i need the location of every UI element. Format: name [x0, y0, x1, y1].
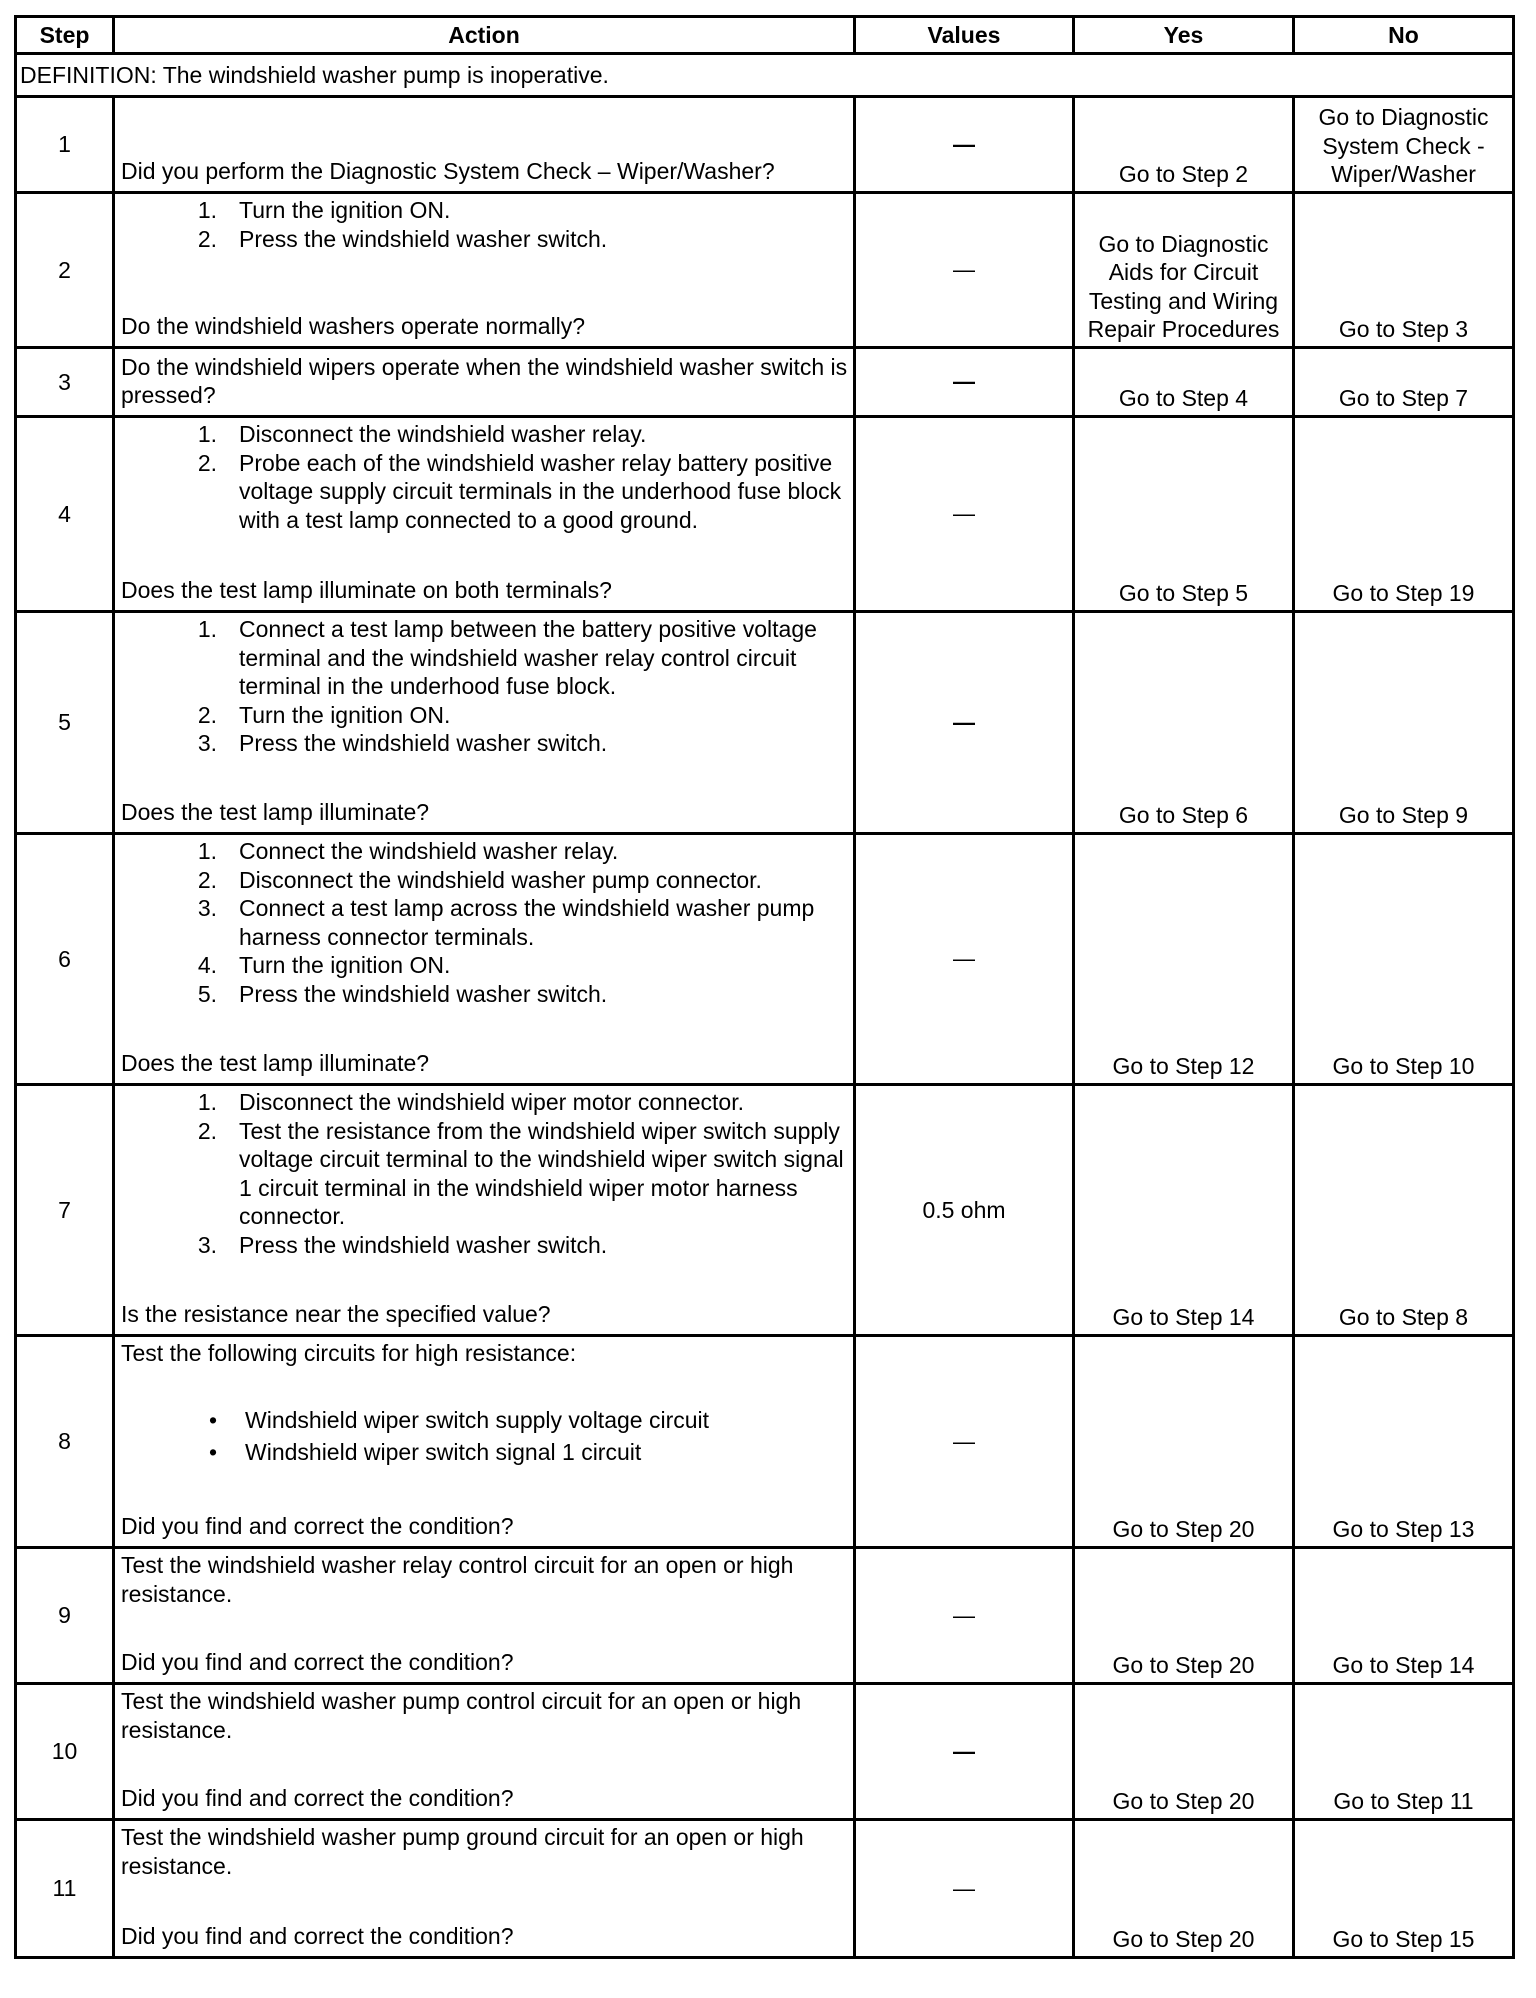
list-text: Turn the ignition ON. — [239, 952, 451, 979]
list-item — [121, 701, 849, 730]
list-item — [121, 866, 849, 895]
yes-cell: Go to Step 20 — [1074, 1684, 1294, 1820]
action-intro: Test the windshield washer pump control circuit for an open or high resistance. — [121, 1688, 802, 1743]
value-text: — — [953, 709, 975, 735]
step-number: 4 — [16, 417, 114, 612]
value-cell — [855, 1336, 1074, 1548]
list-text: Turn the ignition ON. — [239, 701, 451, 728]
no-cell: Go to Step 9 — [1294, 612, 1514, 834]
bullet-icon: • — [208, 1439, 217, 1466]
list-text: Disconnect the windshield washer pump connector. — [239, 866, 762, 893]
list-item — [121, 196, 849, 225]
list-item — [121, 615, 849, 701]
table-row — [16, 1684, 1514, 1820]
value-cell — [855, 193, 1074, 348]
list-text: Disconnect the windshield washer relay. — [239, 421, 647, 447]
list-number: 1. — [197, 616, 217, 642]
definition-text: DEFINITION: The windshield washer pump is inoperative. — [16, 54, 1514, 97]
list-number: 1. — [197, 838, 217, 864]
action-instructions — [121, 196, 849, 253]
action-cell — [114, 1820, 855, 1958]
action-content — [121, 1551, 849, 1677]
list-text: Test the resistance from the windshield wiper switch supply voltage circuit terminal to the windshield wiper switch signal 1 circuit terminal in the windshield wiper motor harness connector. — [239, 1117, 844, 1230]
step-number: 10 — [16, 1684, 114, 1820]
no-cell: Go to Step 15 — [1294, 1820, 1514, 1958]
list-item — [121, 1117, 849, 1231]
no-cell: Go to Step 7 — [1294, 348, 1514, 417]
numbered-steps — [121, 837, 849, 1009]
header-action: Action — [114, 17, 855, 54]
list-item — [121, 420, 849, 449]
action-question: Did you find and correct the condition? — [121, 1785, 514, 1812]
value-cell — [855, 1548, 1074, 1684]
step-number: 3 — [16, 348, 114, 417]
action-intro: Test the windshield washer relay control circuit for an open or high resistance. — [121, 1552, 794, 1607]
no-cell: Go to Diagnostic System Check - Wiper/Washer — [1294, 97, 1514, 193]
action-question: Does the test lamp illuminate on both terminals? — [121, 577, 612, 604]
value-text: — — [953, 369, 975, 395]
yes-cell: Go to Step 14 — [1074, 1085, 1294, 1336]
list-item — [121, 1406, 849, 1435]
step-number: 2 — [16, 193, 114, 348]
list-number: 2. — [197, 701, 217, 728]
value-cell — [855, 1085, 1074, 1336]
value-text: — — [953, 1738, 975, 1764]
table-row — [16, 193, 1514, 348]
table-row — [16, 1085, 1514, 1336]
value-cell — [855, 612, 1074, 834]
value-text: — — [953, 1602, 975, 1628]
action-content — [121, 100, 849, 186]
numbered-steps — [121, 196, 849, 253]
step-number: 8 — [16, 1336, 114, 1548]
action-instructions — [121, 1823, 849, 1880]
action-question: Did you find and correct the condition? — [121, 1513, 514, 1540]
action-question: Did you perform the Diagnostic System Check – Wiper/Washer? — [121, 158, 775, 185]
action-cell — [114, 834, 855, 1085]
step-number: 7 — [16, 1085, 114, 1336]
action-instructions — [121, 837, 849, 1009]
list-text: Press the windshield washer switch. — [239, 1231, 608, 1258]
list-text: Connect the windshield washer relay. — [239, 838, 619, 864]
value-cell — [855, 834, 1074, 1085]
list-number: 1. — [197, 197, 217, 223]
no-cell: Go to Step 11 — [1294, 1684, 1514, 1820]
action-cell — [114, 348, 855, 417]
list-item — [121, 1231, 849, 1260]
header-yes: Yes — [1074, 17, 1294, 54]
value-cell — [855, 1684, 1074, 1820]
action-content — [121, 1088, 849, 1329]
header-values: Values — [855, 17, 1074, 54]
list-item — [121, 894, 849, 951]
list-number: 5. — [197, 980, 217, 1007]
action-intro: Test the following circuits for high resistance: — [121, 1340, 577, 1366]
bullet-list — [121, 1406, 849, 1467]
table-row — [16, 1820, 1514, 1958]
value-text: — — [953, 131, 975, 157]
table-row — [16, 97, 1514, 193]
list-number: 3. — [197, 730, 217, 757]
action-cell — [114, 1336, 855, 1548]
yes-cell: Go to Step 20 — [1074, 1336, 1294, 1548]
action-content — [121, 1823, 849, 1951]
list-number: 2. — [197, 866, 217, 893]
list-number: 2. — [197, 1117, 217, 1144]
yes-cell: Go to Step 20 — [1074, 1820, 1294, 1958]
action-question: Did you find and correct the condition? — [121, 1923, 514, 1950]
list-item — [121, 837, 849, 866]
action-cell — [114, 417, 855, 612]
table-row — [16, 1548, 1514, 1684]
action-instructions — [121, 1687, 849, 1744]
table-row — [16, 612, 1514, 834]
action-content — [121, 420, 849, 605]
table-row — [16, 348, 1514, 417]
table-row — [16, 834, 1514, 1085]
value-text: — — [953, 257, 975, 283]
list-text: Press the windshield washer switch. — [239, 980, 608, 1007]
yes-cell: Go to Step 5 — [1074, 417, 1294, 612]
value-cell — [855, 97, 1074, 193]
list-item — [121, 729, 849, 758]
yes-cell: Go to Step 6 — [1074, 612, 1294, 834]
value-cell — [855, 417, 1074, 612]
action-content — [121, 196, 849, 341]
list-item — [121, 225, 849, 254]
numbered-steps — [121, 615, 849, 758]
action-instructions — [121, 1339, 849, 1471]
value-text: — — [953, 501, 975, 527]
diagnostic-table — [14, 15, 1515, 1959]
yes-cell: Go to Step 12 — [1074, 834, 1294, 1085]
action-question: Did you find and correct the condition? — [121, 1649, 514, 1676]
action-instructions — [121, 615, 849, 758]
table-row — [16, 1336, 1514, 1548]
definition-row — [16, 54, 1514, 97]
step-number: 1 — [16, 97, 114, 193]
action-question: Do the windshield wipers operate when the windshield washer switch is pressed? — [121, 353, 848, 409]
list-item — [121, 449, 849, 535]
header-no: No — [1294, 17, 1514, 54]
yes-cell: Go to Step 2 — [1074, 97, 1294, 193]
action-question: Does the test lamp illuminate? — [121, 1050, 430, 1077]
no-cell: Go to Step 14 — [1294, 1548, 1514, 1684]
list-text: Windshield wiper switch signal 1 circuit — [245, 1439, 642, 1466]
action-instructions — [121, 1088, 849, 1260]
list-text: Connect a test lamp between the battery positive voltage terminal and the windshield washer relay control circuit terminal in the underhood fuse block. — [239, 616, 817, 700]
list-text: Press the windshield washer switch. — [239, 730, 608, 757]
spacer — [121, 1368, 849, 1406]
action-intro: Test the windshield washer pump ground circuit for an open or high resistance. — [121, 1824, 804, 1879]
list-number: 2. — [197, 449, 217, 476]
list-text: Windshield wiper switch supply voltage circuit — [245, 1406, 710, 1433]
no-cell: Go to Step 3 — [1294, 193, 1514, 348]
action-cell — [114, 612, 855, 834]
numbered-steps — [121, 420, 849, 534]
list-number: 1. — [197, 421, 217, 447]
action-question: Does the test lamp illuminate? — [121, 799, 430, 826]
list-text: Turn the ignition ON. — [239, 197, 451, 223]
step-number: 6 — [16, 834, 114, 1085]
value-cell — [855, 348, 1074, 417]
value-cell — [855, 1820, 1074, 1958]
action-content — [121, 351, 849, 410]
action-content — [121, 615, 849, 827]
list-item — [121, 1088, 849, 1117]
no-cell: Go to Step 10 — [1294, 834, 1514, 1085]
list-item — [121, 980, 849, 1009]
action-cell — [114, 1085, 855, 1336]
list-text: Press the windshield washer switch. — [239, 225, 608, 252]
value-text: 0.5 ohm — [922, 1196, 1006, 1223]
yes-cell: Go to Step 20 — [1074, 1548, 1294, 1684]
value-text: — — [953, 946, 975, 972]
list-text: Probe each of the windshield washer relay battery positive voltage supply circuit terminals in the underhood fuse block with a test lamp connected to a good ground. — [239, 449, 842, 533]
no-cell: Go to Step 19 — [1294, 417, 1514, 612]
action-content — [121, 1687, 849, 1813]
list-text: Connect a test lamp across the windshield washer pump harness connector terminals. — [239, 895, 815, 950]
yes-cell: Go to Diagnostic Aids for Circuit Testing and Wiring Repair Procedures — [1074, 193, 1294, 348]
header-row — [16, 17, 1514, 54]
list-text: Disconnect the windshield wiper motor connector. — [239, 1089, 744, 1115]
no-cell: Go to Step 8 — [1294, 1085, 1514, 1336]
list-number: 1. — [197, 1089, 217, 1115]
numbered-steps — [121, 1088, 849, 1260]
list-item — [121, 1438, 849, 1467]
no-cell: Go to Step 13 — [1294, 1336, 1514, 1548]
action-question: Is the resistance near the specified value? — [121, 1301, 551, 1328]
table-row — [16, 417, 1514, 612]
value-text: — — [953, 1428, 975, 1454]
action-instructions — [121, 1551, 849, 1608]
action-cell — [114, 97, 855, 193]
action-instructions — [121, 420, 849, 534]
list-number: 2. — [197, 225, 217, 252]
step-number: 9 — [16, 1548, 114, 1684]
step-number: 11 — [16, 1820, 114, 1958]
list-number: 4. — [197, 952, 217, 979]
step-number: 5 — [16, 612, 114, 834]
action-cell — [114, 1684, 855, 1820]
yes-cell: Go to Step 4 — [1074, 348, 1294, 417]
list-number: 3. — [197, 895, 217, 922]
list-number: 3. — [197, 1231, 217, 1258]
action-cell — [114, 193, 855, 348]
action-content — [121, 837, 849, 1078]
header-step: Step — [16, 17, 114, 54]
value-text: — — [953, 1875, 975, 1901]
bullet-icon: • — [208, 1406, 217, 1433]
list-item — [121, 951, 849, 980]
action-cell — [114, 1548, 855, 1684]
action-question: Do the windshield washers operate normally? — [121, 313, 586, 340]
action-content — [121, 1339, 849, 1541]
